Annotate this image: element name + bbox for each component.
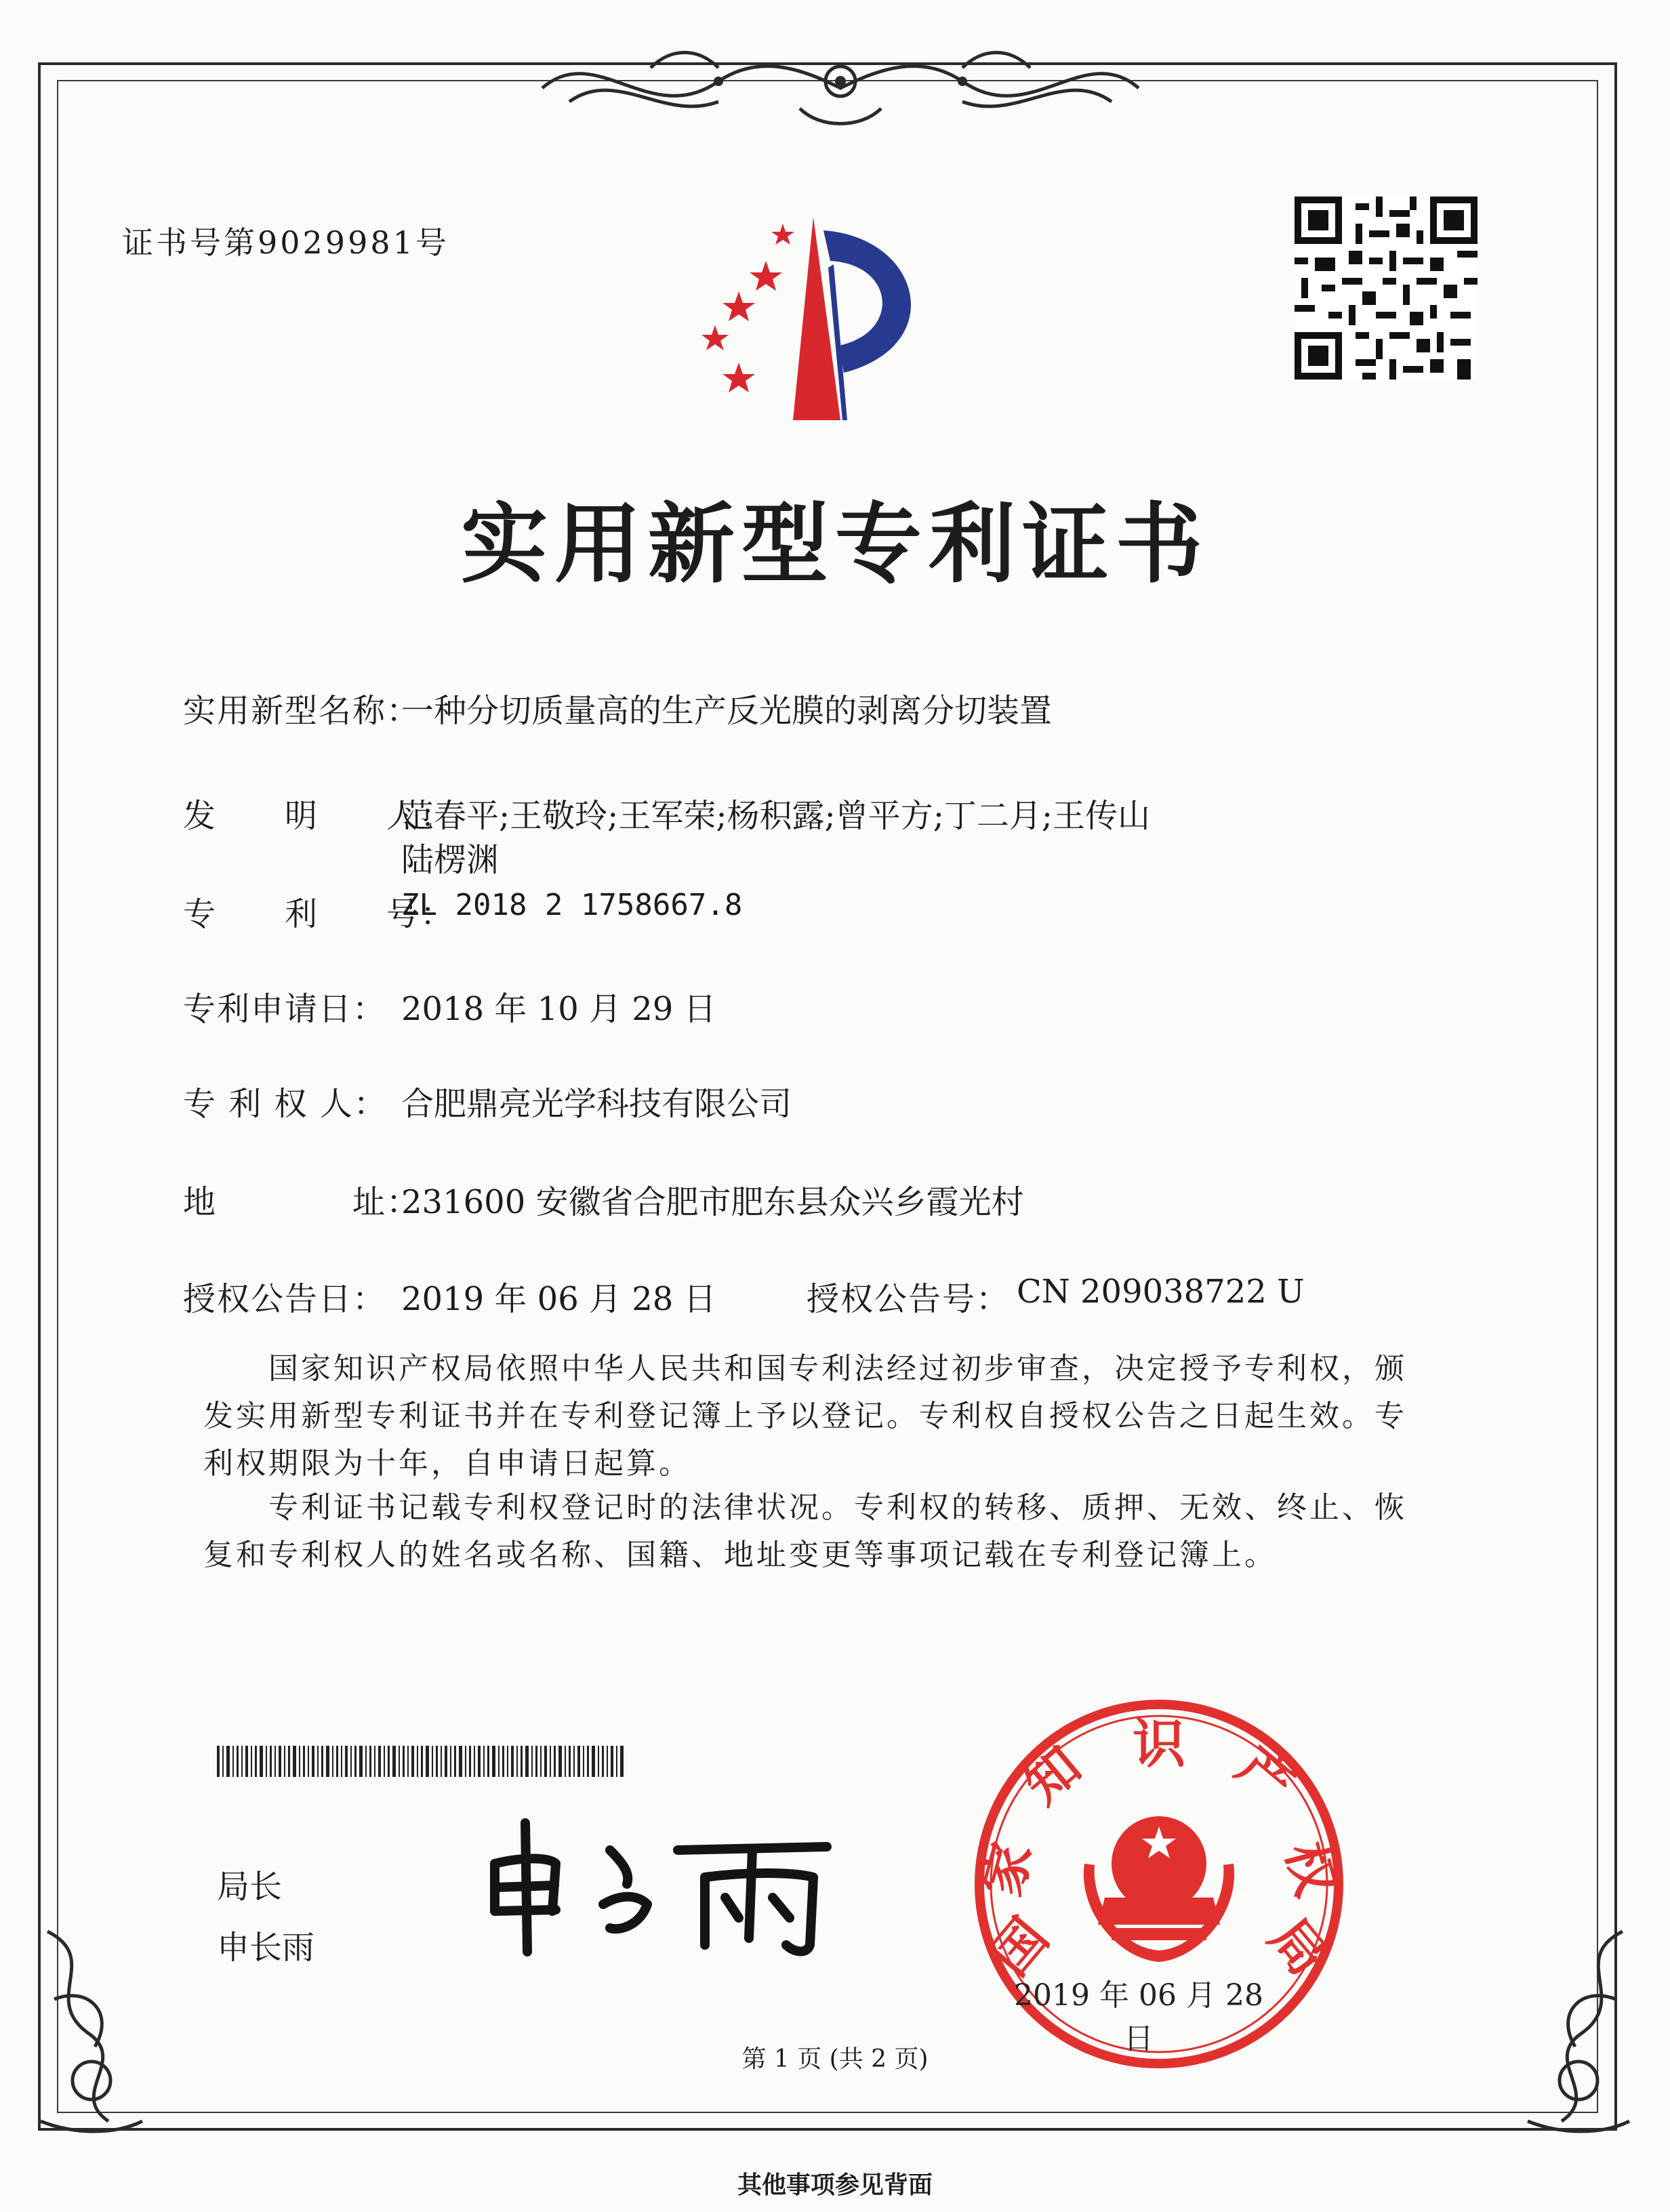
- svg-text:局: 局: [1257, 1907, 1339, 1988]
- svg-text:产: 产: [1225, 1735, 1305, 1816]
- handwritten-signature-icon: [474, 1809, 840, 1965]
- address-label: 地 址：: [183, 1183, 421, 1221]
- name-label: 实用新型名称：: [183, 692, 421, 730]
- page-title: 实用新型专利证书: [460, 494, 1209, 595]
- grant-date-value: 2019 年 06 月 28 日: [401, 1280, 716, 1318]
- cnipa-logo-icon: [678, 203, 962, 434]
- svg-text:知: 知: [1013, 1735, 1093, 1816]
- inventor-label: 发 明 人：: [183, 797, 455, 835]
- grant-no-value: CN 209038722 U: [1017, 1273, 1305, 1311]
- qr-code-icon: [1295, 197, 1478, 380]
- signatory-title: 局长: [217, 1868, 283, 1906]
- barcode-icon: [217, 1746, 624, 1777]
- inventor-value-line1: 范春平;王敬玲;王军荣;杨积露;曾平方;丁二月;王传山: [401, 797, 1151, 835]
- corner-ornament-left-icon: [27, 1918, 156, 2142]
- patent-no-value: ZL 2018 2 1758667.8: [401, 888, 743, 922]
- grant-no-label: 授权公告号：: [807, 1280, 1011, 1318]
- certificate-number: 证书号第9029981号: [122, 224, 449, 261]
- name-value: 一种分切质量高的生产反光膜的剥离分切装置: [401, 692, 1053, 730]
- address-value: 231600 安徽省合肥市肥东县众兴乡霞光村: [401, 1183, 1024, 1221]
- apply-date-value: 2018 年 10 月 29 日: [401, 990, 716, 1028]
- signatory-name: 申长雨: [217, 1929, 315, 1967]
- grant-date-label: 授权公告日：: [183, 1280, 387, 1318]
- top-ornament-icon: [515, 27, 1166, 142]
- seal-date: 2019 年 06 月 28 日: [1014, 1978, 1263, 2056]
- owner-value: 合肥鼎亮光学科技有限公司: [401, 1085, 792, 1123]
- page-number: 第 1 页 (共 2 页): [741, 2045, 929, 2073]
- body-paragraph-1: 国家知识产权局依照中华人民共和国专利法经过初步审查，决定授予专利权，颁发实用新型专利证书并在专利登记簿上予以登记。专利权自授权公告之日起生效。专利权期限为十年，自申请日起算。: [203, 1351, 1407, 1481]
- corner-ornament-right-icon: [1514, 1918, 1643, 2142]
- svg-text:家: 家: [971, 1835, 1044, 1903]
- svg-text:国: 国: [979, 1907, 1061, 1988]
- owner-label: 专 利 权 人：: [183, 1085, 388, 1123]
- body-paragraph-2: 专利证书记载专利权登记时的法律状况。专利权的转移、质押、无效、终止、恢复和专利权人的姓名或名称、国籍、地址变更等事项记载在专利登记簿上。: [203, 1490, 1407, 1572]
- svg-text:权: 权: [1274, 1835, 1347, 1903]
- patent-no-label: 专 利 号：: [183, 895, 455, 933]
- svg-text:识: 识: [1132, 1714, 1186, 1775]
- inventor-value-line2: 陆楞渊: [401, 841, 500, 879]
- apply-date-label: 专利申请日：: [183, 990, 387, 1028]
- footer-note: 其他事项参见背面: [737, 2171, 933, 2199]
